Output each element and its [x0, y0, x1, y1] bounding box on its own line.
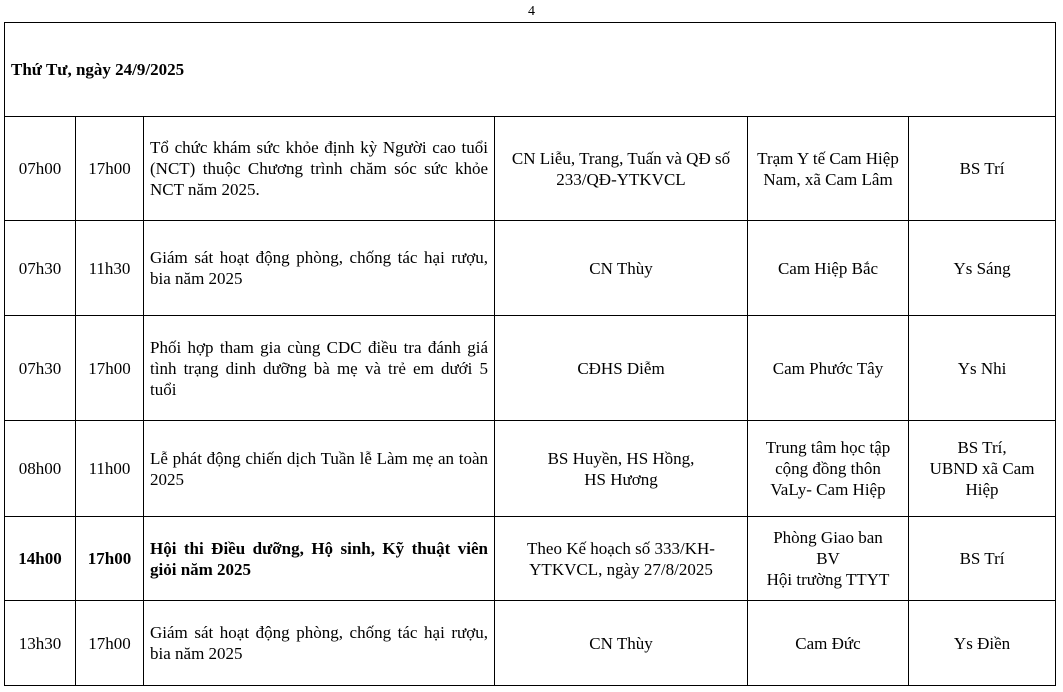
location: Cam Đức: [748, 601, 909, 686]
day-header: Thứ Tư, ngày 24/9/2025: [5, 23, 1056, 117]
schedule-table: [4, 22, 1056, 686]
lead: BS Trí: [909, 517, 1056, 601]
location: Cam Hiệp Bắc: [748, 221, 909, 316]
task-description: Tổ chức khám sức khỏe định kỳ Người cao tuổi (NCT) thuộc Chương trình chăm sóc sức khỏe NCT năm 2025.: [144, 117, 495, 221]
end-time: 11h00: [76, 421, 144, 517]
table-row: [5, 601, 1056, 686]
location: Trạm Y tế Cam Hiệp Nam, xã Cam Lâm: [748, 117, 909, 221]
page-number: 4: [528, 4, 535, 19]
task-description: Giám sát hoạt động phòng, chống tác hại rượu, bia năm 2025: [144, 601, 495, 686]
start-time: 08h00: [5, 421, 76, 517]
location: Cam Phước Tây: [748, 316, 909, 421]
lead: Ys Nhi: [909, 316, 1056, 421]
location: Trung tâm học tập cộng đồng thôn VaLy- Cam Hiệp: [748, 421, 909, 517]
start-time: 07h30: [5, 316, 76, 421]
lead: Ys Điền: [909, 601, 1056, 686]
end-time: 17h00: [76, 517, 144, 601]
assignee: CĐHS Diễm: [495, 316, 748, 421]
task-description: Giám sát hoạt động phòng, chống tác hại rượu, bia năm 2025: [144, 221, 495, 316]
assignee: CN Liễu, Trang, Tuấn và QĐ số 233/QĐ-YTKVCL: [495, 117, 748, 221]
task-description: Phối hợp tham gia cùng CDC điều tra đánh giá tình trạng dinh dưỡng bà mẹ và trẻ em dưới 5 tuổi: [144, 316, 495, 421]
table-row: [5, 517, 1056, 601]
table-row: [5, 421, 1056, 517]
start-time: 13h30: [5, 601, 76, 686]
lead: Ys Sáng: [909, 221, 1056, 316]
task-description: Hội thi Điều dưỡng, Hộ sinh, Kỹ thuật viên giỏi năm 2025: [144, 517, 495, 601]
table-row: [5, 221, 1056, 316]
day-header-row: [5, 23, 1056, 117]
lead: BS Trí, UBND xã Cam Hiệp: [909, 421, 1056, 517]
end-time: 11h30: [76, 221, 144, 316]
start-time: 14h00: [5, 517, 76, 601]
table-row: [5, 117, 1056, 221]
table-row: [5, 316, 1056, 421]
assignee: BS Huyền, HS Hồng, HS Hương: [495, 421, 748, 517]
task-description: Lễ phát động chiến dịch Tuần lễ Làm mẹ an toàn 2025: [144, 421, 495, 517]
end-time: 17h00: [76, 117, 144, 221]
assignee: CN Thùy: [495, 221, 748, 316]
lead: BS Trí: [909, 117, 1056, 221]
assignee: Theo Kế hoạch số 333/KH-YTKVCL, ngày 27/8/2025: [495, 517, 748, 601]
end-time: 17h00: [76, 316, 144, 421]
location: Phòng Giao ban BV Hội trường TTYT: [748, 517, 909, 601]
end-time: 17h00: [76, 601, 144, 686]
start-time: 07h30: [5, 221, 76, 316]
assignee: CN Thùy: [495, 601, 748, 686]
start-time: 07h00: [5, 117, 76, 221]
